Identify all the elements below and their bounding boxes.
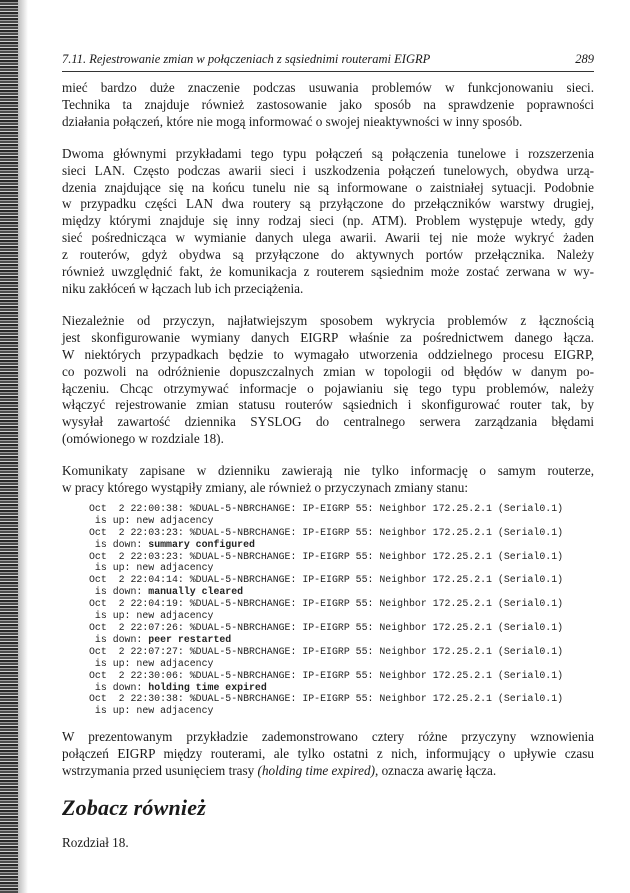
log-status-reason: summary configured [148,538,255,550]
log-status [89,682,594,694]
log-line: Oct 2 22:04:14: %DUAL-5-NBRCHANGE: IP-EIGRP 55: Neighbor 172.25.2.1 (Serial0.1) [89,574,564,586]
book-binding-edge [0,0,18,893]
page-number: 289 [575,52,594,66]
log-status [89,539,594,551]
text-line: W prezentowanym przykładzie zademonstrowano cztery różne przyczyny wznowienia [62,729,594,745]
text-line: łączeniu. Chcąc otrzymywać informacje o pojawianiu się tego typu problemów, należy [62,380,594,396]
text-line: wysyłał zawartość dziennika SYSLOG do centralnego serwera zarządzania błędami [62,414,594,430]
text-line: mieć bardzo duże znaczenie podczas usuwania problemów w funkcjonowaniu sieci. [62,80,594,95]
log-status-prefix: is up: new adjacency [89,562,214,574]
text-line: w przypadku części LAN dwa routery są przyłączone do przełączników warstwy drugiej, [62,196,594,212]
text-line: wstrzymania przed usunięciem trasy (holding time expired), oznacza awarię łącza. [62,763,497,779]
log-status-prefix: is down: [89,538,149,550]
text-line: (omówionego w rozdziale 18). [62,431,224,447]
term-holding-time-expired: (holding time expired) [257,763,375,779]
log-status [89,515,594,527]
log-status [89,705,594,717]
text-line: Niezależnie od przyczyn, najłatwiejszym sposobem wykrycia problemów z łącznością [62,312,594,328]
text-line: między którymi znajduje się inny rodzaj sieci (np. ATM). Problem występuje wtedy, gdy [62,213,594,229]
text-line: sieci LAN. Często podczas awarii sieci i uszkodzenia połączeń tunelowych, obydwa urzą- [62,162,594,178]
section-reference: Rozdział 18. [62,834,129,850]
log-status [89,562,594,574]
log-status [89,610,594,622]
paragraph-log-intro [62,463,594,497]
text-line: włączyć rejestrowanie zmian statusu routerów sąsiednich i skonfigurować router tak, by [62,397,594,413]
text-line: niku zakłóceń w łączach lub ich przeciążenia. [62,280,304,296]
text-line: dzenia znajdujące się na końcu tunelu nie są informowane o zaistniałej sytuacji. Podobnie [62,179,594,195]
log-status [89,658,594,670]
binding-shadow [18,0,28,893]
paragraph-tunnel-lan-examples [62,146,594,298]
paragraph-summary [62,729,594,780]
section-heading: Zobacz również [62,794,206,820]
text-line: jest skonfigurowanie wymiany danych EIGRP właśnie za pośrednictwem danego łącza. [62,329,594,345]
paragraph-continuation [62,80,594,131]
log-line: Oct 2 22:30:06: %DUAL-5-NBRCHANGE: IP-EIGRP 55: Neighbor 172.25.2.1 (Serial0.1) [89,669,564,681]
log-status-reason: holding time expired [148,681,267,693]
log-line: Oct 2 22:07:26: %DUAL-5-NBRCHANGE: IP-EIGRP 55: Neighbor 172.25.2.1 (Serial0.1) [89,622,564,633]
log-status-prefix: is down: [89,586,149,598]
text-line: Dwoma głównymi przykładami tego typu połączeń są połączenia tunelowe i rozszerzenia [62,145,594,161]
body-text [62,80,594,851]
log-status-prefix: is down: [89,633,149,645]
log-line: Oct 2 22:00:38: %DUAL-5-NBRCHANGE: IP-EIGRP 55: Neighbor 172.25.2.1 (Serial0.1) [89,502,564,514]
log-line: Oct 2 22:07:27: %DUAL-5-NBRCHANGE: IP-EIGRP 55: Neighbor 172.25.2.1 (Serial0.1) [89,645,564,657]
text-line: również uwzględnić fakt, że komunikacja z routerem sąsiednim może zostać zerwana w wy- [62,264,594,280]
log-status-reason: manually cleared [148,586,244,598]
log-status-prefix: is down: [89,681,149,693]
text-line: sieć pośrednicząca w wymianie danych ulega awarii. Awarii tej nie może wykryć żaden [62,230,594,246]
log-status-prefix: is up: new adjacency [89,514,214,526]
log-line: Oct 2 22:03:23: %DUAL-5-NBRCHANGE: IP-EIGRP 55: Neighbor 172.25.2.1 (Serial0.1) [89,526,564,538]
log-line: Oct 2 22:30:38: %DUAL-5-NBRCHANGE: IP-EIGRP 55: Neighbor 172.25.2.1 (Serial0.1) [89,693,564,705]
log-status [89,586,594,598]
text-line: z routerów, gdyż obydwa są przyłączone do aktywnych portów przełącznika. Należy [62,247,594,263]
log-status-reason: peer restarted [148,633,232,645]
text-line: połączeń EIGRP między routerami, ale tylko ostatni z nich, informujący o upływie czasu [62,746,594,762]
text-line: Technika ta znajduje również zastosowanie jako sposób na sprawdzenie poprawności [62,96,594,112]
log-line: Oct 2 22:03:23: %DUAL-5-NBRCHANGE: IP-EIGRP 55: Neighbor 172.25.2.1 (Serial0.1) [89,550,564,562]
text-line: co pozwoli na odróżnienie dopuszczalnych zmian w topologii od błędów w danym po- [62,363,594,379]
header-rule [62,71,594,72]
log-status-prefix: is up: new adjacency [89,610,214,622]
log-status-prefix: is up: new adjacency [89,705,214,717]
running-head [62,52,594,67]
syslog-output [89,503,594,717]
text-line: Komunikaty zapisane w dzienniku zawierają nie tylko informację o samym routerze, [62,463,594,479]
log-status [89,634,594,646]
text-line: W niektórych przypadkach będzie to wymagało utworzenia oddzielnego procesu EIGRP, [62,346,594,362]
text-line: działania połączeń, które nie mogą informować o swojej nieaktywności w inny sposób. [62,113,523,129]
running-head-title: 7.11. Rejestrowanie zmian w połączeniach z sąsiednimi routerami EIGRP [62,52,431,66]
paragraph-detection-method [62,313,594,448]
log-status-prefix: is up: new adjacency [89,657,214,669]
log-line: Oct 2 22:04:19: %DUAL-5-NBRCHANGE: IP-EIGRP 55: Neighbor 172.25.2.1 (Serial0.1) [89,598,564,610]
text-line: w pracy którego wystąpiły zmiany, ale również o przyczynach zmiany stanu: [62,480,468,496]
